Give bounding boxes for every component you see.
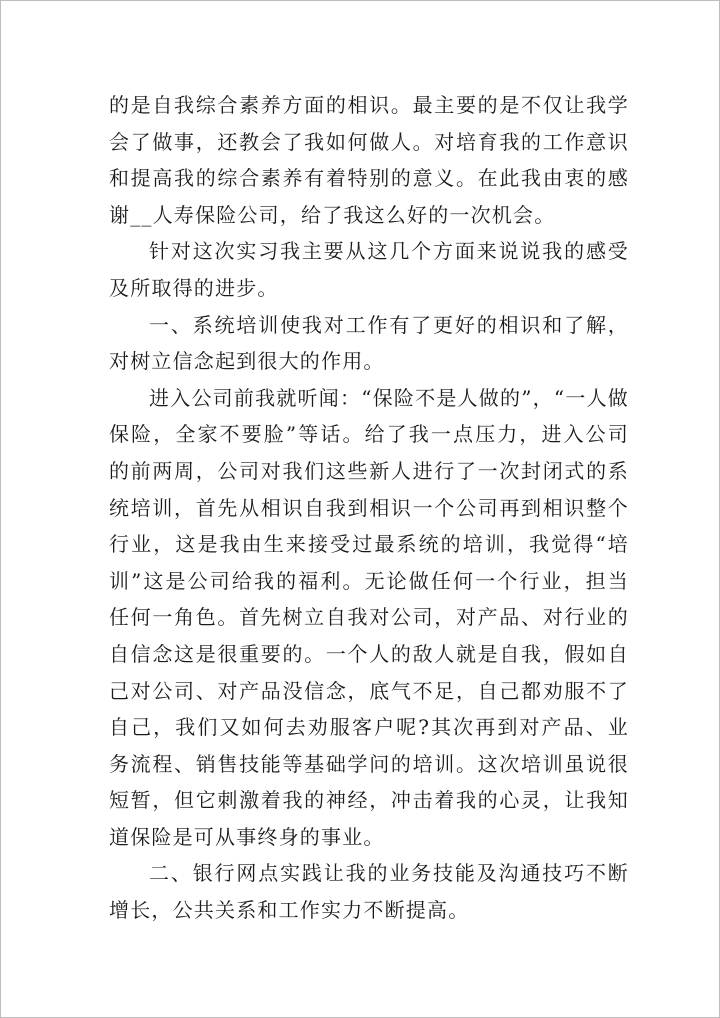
section-heading-2: 二、银行网点实践让我的业务技能及沟通技巧不断增长，公共关系和工作实力不断提高。 — [109, 861, 629, 923]
paragraph-intro: 针对这次实习我主要从这几个方面来说说我的感受及所取得的进步。 — [109, 239, 629, 300]
section-heading-1: 一、系统培训使我对工作有了更好的相识和了解，对树立信念起到很大的作用。 — [109, 312, 629, 374]
paragraph-continuation: 的是自我综合素养方面的相识。最主要的是不仅让我学会了做事，还教会了我如何做人。对培育我的工作意识和提高我的综合素养有着特别的意义。在此我由衷的感谢__人寿保险公司，给了我这么好的一次机会。 — [109, 93, 629, 227]
document-body — [109, 87, 629, 929]
paragraph-training: 进入公司前我就听闻：“保险不是人做的”，“一人做保险，全家不要脸”等话。给了我一点压力，进入公司的前两周，公司对我们这些新人进行了一次封闭式的系统培训，首先从相识自我到相识一个公司再到相识整个行业，这是我由生来接受过最系统的培训，我觉得“培训”这是公司给我的福利。无论做任何一个行业，担当任何一角色。首先树立自我对公司，对产品、对行业的自信念这是很重要的。一个人的敌人就是自我，假如自己对公司、对产品没信念，底气不足，自己都劝服不了自己，我们又如何去劝服客户呢?其次再到对产品、业务流程、销售技能等基础学问的培训。这次培训虽说很短暂，但它刺激着我的神经，冲击着我的心灵，让我知道保险是可从事终身的事业。 — [109, 385, 629, 849]
